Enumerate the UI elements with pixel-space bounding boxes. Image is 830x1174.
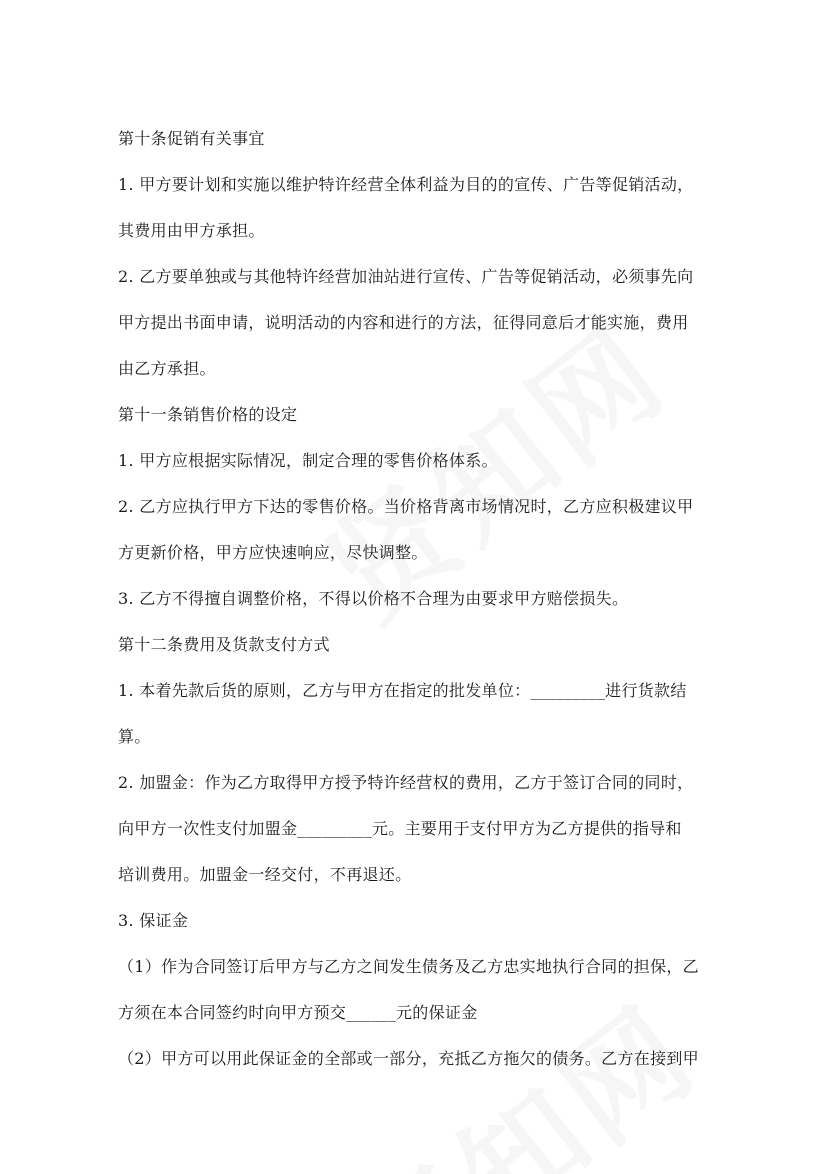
paragraph-line: 培训费用。加盟金一经交付，不再退还。	[118, 865, 412, 884]
document-body	[118, 128, 718, 1070]
section-heading-12: 第十二条费用及货款支付方式	[118, 635, 330, 654]
paragraph-line: 3. 乙方不得擅自调整价格，不得以价格不合理为由要求甲方赔偿损失。	[118, 589, 629, 608]
section-heading-11: 第十一条销售价格的设定	[118, 405, 298, 424]
paragraph-line: 向甲方一次性支付加盟金_________元。主要用于支付甲方为乙方提供的指导和	[118, 819, 682, 838]
paragraph-line: 1. 甲方要计划和实施以维护特许经营全体利益为目的的宣传、广告等促销活动，	[118, 175, 694, 194]
paragraph-line: 算。	[118, 727, 151, 746]
paragraph-line: （1）作为合同签订后甲方与乙方之间发生债务及乙方忠实地执行合同的担保，乙	[118, 957, 699, 976]
paragraph-line: 方须在本合同签约时向甲方预交______元的保证金	[118, 1003, 478, 1022]
paragraph-line: 2. 乙方应执行甲方下达的零售价格。当价格背离市场情况时，乙方应积极建议甲	[118, 497, 694, 516]
paragraph-line: （2）甲方可以用此保证金的全部或一部分，充抵乙方拖欠的债务。乙方在接到甲	[118, 1049, 699, 1068]
paragraph-line: 1. 甲方应根据实际情况，制定合理的零售价格体系。	[118, 451, 498, 470]
paragraph-line: 2. 加盟金：作为乙方取得甲方授予特许经营权的费用，乙方于签订合同的同时，	[118, 773, 694, 792]
paragraph-line: 3. 保证金	[118, 911, 189, 930]
section-heading-10: 第十条促销有关事宜	[118, 129, 265, 148]
paragraph-line: 由乙方承担。	[118, 359, 216, 378]
paragraph-line: 方更新价格，甲方应快速响应，尽快调整。	[118, 543, 428, 562]
paragraph-line: 2. 乙方要单独或与其他特许经营加油站进行宣传、广告等促销活动，必须事先向	[118, 267, 694, 286]
paragraph-line: 其费用由甲方承担。	[118, 221, 265, 240]
paragraph-line: 甲方提出书面申请，说明活动的内容和进行的方法，征得同意后才能实施，费用	[118, 313, 689, 332]
paragraph-line: 1. 本着先款后货的原则，乙方与甲方在指定的批发单位：_________进行货款结	[118, 681, 687, 700]
